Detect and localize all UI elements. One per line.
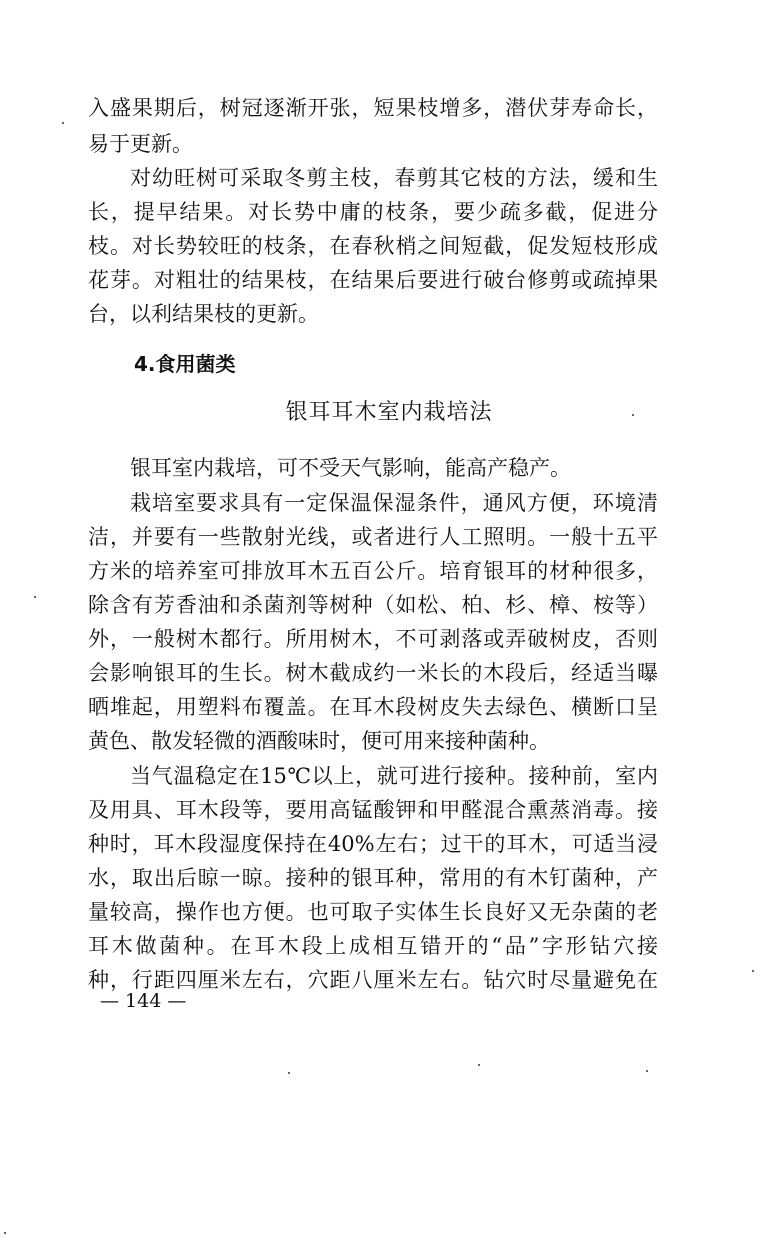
scan-speck — [646, 1070, 648, 1072]
para4-line-6: 会影响银耳的生长。树木截成约一米长的木段后，经适当曝 — [88, 661, 658, 685]
article-title: 银耳耳木室内栽培法 — [285, 400, 493, 425]
scan-speck — [4, 1232, 6, 1234]
scan-speck — [752, 970, 754, 972]
para2-line-5: 台，以利结果枝的更新。 — [88, 302, 319, 326]
para5-line-1: 当气温稳定在15℃以上，就可进行接种。接种前，室内 — [130, 764, 658, 788]
para4-line-3: 方米的培养室可排放耳木五百公斤。培育银耳的材种很多， — [88, 559, 658, 583]
para2-line-4: 花芽。对粗壮的结果枝，在结果后要进行破台修剪或疏掉果 — [88, 268, 658, 292]
para1-line-1: 入盛果期后，树冠逐渐开张，短果枝增多，潜伏芽寿命长， — [88, 96, 658, 120]
scan-speck — [632, 414, 634, 416]
scan-speck — [478, 1064, 480, 1066]
para3-line-1: 银耳室内栽培，可不受天气影响，能高产稳产。 — [130, 456, 571, 480]
para4-line-4: 除含有芳香油和杀菌剂等树种（如松、柏、杉、樟、桉等） — [88, 593, 658, 617]
para4-line-8: 黄色、散发轻微的酒酸味时，便可用来接种菌种。 — [88, 729, 550, 753]
para5-line-4: 水，取出后晾一晾。接种的银耳种，常用的有木钉菌种，产 — [88, 866, 658, 890]
para5-line-2: 及用具、耳木段等，要用高锰酸钾和甲醛混合熏蒸消毒。接 — [88, 798, 658, 822]
para1-line-2: 易于更新。 — [88, 132, 193, 156]
para2-line-3: 枝。对长势较旺的枝条，在春秋梢之间短截，促发短枝形成 — [88, 234, 658, 258]
section-heading: 4.食用菌类 — [134, 352, 236, 376]
para5-line-7: 种，行距四厘米左右，穴距八厘米左右。钻穴时尽量避免在 — [88, 968, 658, 992]
scan-speck — [34, 596, 36, 598]
para5-line-3: 种时，耳木段湿度保持在40%左右；过干的耳木，可适当浸 — [88, 832, 658, 856]
para4-line-5: 外，一般树木都行。所用树木，不可剥落或弄破树皮，否则 — [88, 627, 658, 651]
para4-line-2: 洁，并要有一些散射光线，或者进行人工照明。一般十五平 — [88, 525, 658, 549]
scan-speck — [62, 122, 64, 124]
para4-line-7: 晒堆起，用塑料布覆盖。在耳木段树皮失去绿色、横断口呈 — [88, 695, 658, 719]
para2-line-2: 长，提早结果。对长势中庸的枝条，要少疏多截，促进分 — [88, 200, 658, 224]
para5-line-6: 耳木做菌种。在耳木段上成相互错开的“品”字形钻穴接 — [88, 934, 658, 958]
scan-speck — [288, 1072, 290, 1074]
para2-line-1: 对幼旺树可采取冬剪主枝，春剪其它枝的方法，缓和生 — [130, 166, 658, 190]
para5-line-5: 量较高，操作也方便。也可取子实体生长良好又无杂菌的老 — [88, 900, 658, 924]
page-number: — 144 — — [100, 990, 187, 1012]
para4-line-1: 栽培室要求具有一定保温保湿条件，通风方便，环境清 — [130, 491, 658, 515]
